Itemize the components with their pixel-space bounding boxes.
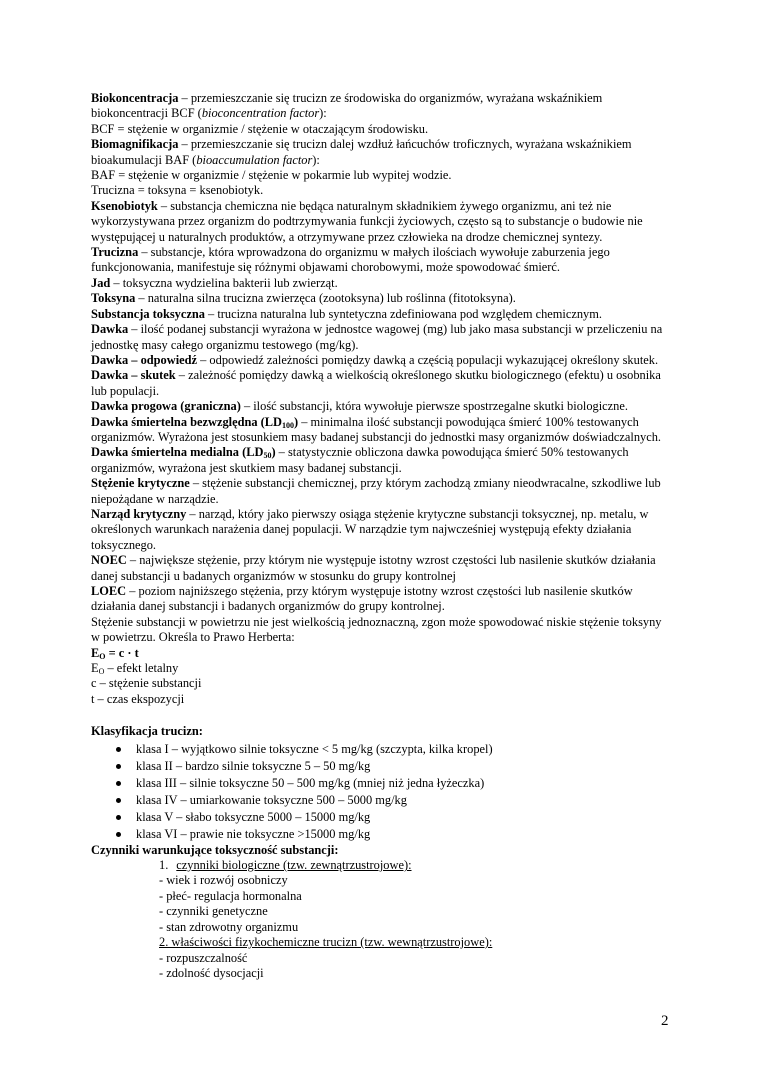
factor-item: - płeć- regulacja hormonalna bbox=[159, 888, 302, 903]
term: $E_O = c \cdot t$ bbox=[91, 645, 139, 661]
definition-text: – poziom najniższego stężenia, przy którym występuje istotny wzrost częstości lub nasilenie skutków działania danej substancji i badanych organizmów do grupy kontrolnej. bbox=[91, 584, 633, 614]
definition-italic: bioaccumulation factor bbox=[196, 152, 313, 167]
factors-group-2-heading: 2. właściwości fizykochemiczne trucizn (tzw. wewnątrzustrojowe): bbox=[159, 935, 493, 950]
term-subscript: O bbox=[99, 651, 106, 661]
definition-paragraph bbox=[91, 615, 671, 646]
definition-paragraph bbox=[91, 399, 671, 414]
definition-paragraph bbox=[91, 415, 671, 446]
classification-title: Klasyfikacja trucizn: bbox=[91, 724, 203, 739]
text-subscript: O bbox=[98, 667, 105, 677]
definition-text: – toksyczna wydzielina bakterii lub zwierząt. bbox=[110, 275, 338, 290]
term: NOEC bbox=[91, 553, 127, 568]
definition-paragraph bbox=[91, 291, 671, 306]
definition-paragraph bbox=[91, 445, 671, 476]
definition-text: – minimalna ilość substancji powodująca śmierć 100% testowanych organizmów. Wyrażona jest stosunkiem masy badanej substancji do jednostki masy organizmów doświadczalnych. bbox=[91, 414, 662, 444]
definition-paragraph bbox=[91, 692, 671, 707]
definition-paragraph bbox=[91, 183, 671, 198]
definition-paragraph bbox=[91, 199, 671, 245]
term: Biomagnifikacja bbox=[91, 137, 179, 152]
factors-group-1-heading: 1. czynniki biologiczne (tzw. zewnątrzustrojowe): bbox=[159, 858, 412, 873]
classification-item-text: klasa I – wyjątkowo silnie toksyczne < 5 mg/kg (szczypta, kilka kropel) bbox=[136, 741, 493, 756]
definition-paragraph bbox=[91, 322, 671, 353]
definition-paragraph bbox=[91, 553, 671, 584]
definition-paragraph bbox=[91, 122, 671, 137]
term: Jad bbox=[91, 275, 111, 290]
definition-text: – zależność pomiędzy dawką a wielkością określonego skutku biologicznego (efektu) u osobnika lub populacji. bbox=[91, 368, 661, 398]
term: Narząd krytyczny bbox=[91, 506, 187, 521]
bullet-icon bbox=[116, 764, 121, 769]
term: Ksenobiotyk bbox=[91, 198, 158, 213]
definition-text: – naturalna silna trucizna zwierzęca (zootoksyna) lub roślinna (fitotoksyna). bbox=[135, 291, 516, 306]
definition-text: – substancja chemiczna nie będąca naturalnym składnikiem żywego organizmu, ani też nie wykorzystywana przez organizm do podtrzymywania funkcji życiowych, często są to substancje o budowie nie występującej u naturalnych produktów, a otrzymywane przez człowieka na drodze chemicznej syntezy. bbox=[91, 198, 643, 244]
definition-text-end: ): bbox=[312, 152, 320, 167]
factor-item: - zdolność dysocjacji bbox=[159, 965, 264, 980]
term-suffix: = c · t bbox=[105, 645, 139, 660]
definition-paragraph bbox=[91, 676, 671, 691]
definition-text: – przemieszczanie się trucizn ze środowiska do organizmów, wyrażana wskaźnikiem biokoncentracji BCF ( bbox=[91, 91, 603, 121]
definition-paragraph bbox=[91, 584, 671, 615]
classification-item bbox=[91, 775, 671, 792]
term-subscript: 50 bbox=[263, 451, 272, 461]
classification-item bbox=[91, 741, 671, 758]
definition-italic: bioconcentration factor bbox=[201, 106, 320, 121]
definition-paragraph bbox=[91, 476, 671, 507]
term: Dawka progowa (graniczna) bbox=[91, 399, 241, 414]
definition-text: E bbox=[91, 661, 99, 676]
definition-text: c – stężenie substancji bbox=[91, 676, 202, 691]
factor-item: - wiek i rozwój osobniczy bbox=[159, 873, 288, 888]
term-subscript: 100 bbox=[282, 420, 295, 430]
definition-text: – stężenie substancji chemicznej, przy którym zachodzą zmiany nieodwracalne, szkodliwe lub niepożądane w narządzie. bbox=[91, 476, 661, 506]
factors-block bbox=[159, 858, 671, 981]
definition-text: t – czas ekspozycji bbox=[91, 691, 185, 706]
factor-item: - rozpuszczalność bbox=[159, 950, 248, 965]
term-suffix: ) bbox=[294, 414, 299, 429]
factors-title: Czynniki warunkujące toksyczność substancji: bbox=[91, 842, 339, 857]
definition-text: – statystycznie obliczona dawka powodująca śmierć 50% testowanych organizmów, wyrażona jest skutkiem masy badanej substancji. bbox=[91, 445, 629, 475]
term: Dawka śmiertelna bezwzględna $(LD_{100})$ bbox=[91, 414, 299, 430]
definition-paragraph bbox=[91, 91, 671, 122]
term: Stężenie krytyczne bbox=[91, 476, 190, 491]
classification-item bbox=[91, 809, 671, 826]
classification-item-text: klasa V – słabo toksyczne 5000 – 15000 mg/kg bbox=[136, 809, 371, 824]
term: Trucizna bbox=[91, 245, 139, 260]
definition-text: – odpowiedź zależności pomiędzy dawką a częścią populacji wykazującej określony skutek. bbox=[197, 352, 659, 367]
definition-paragraph bbox=[91, 507, 671, 553]
classification-item bbox=[91, 758, 671, 775]
factors-group-1-list bbox=[159, 873, 671, 935]
definition-text: BAF = stężenie w organizmie / stężenie w pokarmie lub wypitej wodzie. bbox=[91, 168, 452, 183]
factor-item: - stan zdrowotny organizmu bbox=[159, 919, 299, 934]
bullet-icon bbox=[116, 815, 121, 820]
classification-item-text: klasa VI – prawie nie toksyczne >15000 mg/kg bbox=[136, 826, 371, 841]
document-page bbox=[91, 91, 671, 981]
term: Dawka śmiertelna medialna $(LD_{50})$ bbox=[91, 445, 276, 461]
term: Substancja toksyczna bbox=[91, 306, 205, 321]
bullet-icon bbox=[116, 747, 121, 752]
definition-text: – ilość podanej substancji wyrażona w jednostce wagowej (mg) lub jako masa substancji w przeliczeniu na jednostkę masy całego organizmu testowego (mg/kg). bbox=[91, 322, 663, 352]
factors-group-2-list bbox=[159, 951, 671, 982]
definition-paragraph bbox=[91, 661, 671, 676]
classification-item bbox=[91, 792, 671, 809]
classification-list bbox=[91, 741, 671, 843]
definition-text: Stężenie substancji w powietrzu nie jest wielkością jednoznaczną, zgon może spowodować niskie stężenie toksyny w powietrzu. Określa to Prawo Herberta: bbox=[91, 614, 662, 645]
definition-paragraph bbox=[91, 353, 671, 368]
definition-text: – największe stężenie, przy którym nie występuje istotny wzrost częstości lub nasilenie skutków działania danej substancji u badanych organizmów w stosunku do grupy kontrolnej bbox=[91, 553, 656, 583]
definition-text: – przemieszczanie się trucizn dalej wzdłuż łańcuchów troficznych, wyrażana wskaźnikiem bioakumulacji BAF ( bbox=[91, 137, 632, 167]
definition-text-end: – efekt letalny bbox=[104, 661, 179, 676]
definitions-section bbox=[91, 91, 671, 707]
classification-item-text: klasa IV – umiarkowanie toksyczne 500 – 5000 mg/kg bbox=[136, 792, 407, 807]
definition-paragraph bbox=[91, 276, 671, 291]
definition-text: – narząd, który jako pierwszy osiąga stężenie krytyczne substancji toksycznej, np. metalu, w określonych warunkach narażenia danej populacji. W narządzie tym najwcześniej występują efekty działania toksycznego. bbox=[91, 506, 649, 552]
classification-item-text: klasa III – silnie toksyczne 50 – 500 mg/kg (mniej niż jedna łyżeczka) bbox=[136, 775, 485, 790]
term: Biokoncentracja bbox=[91, 91, 179, 105]
bullet-icon bbox=[116, 798, 121, 803]
definition-paragraph bbox=[91, 245, 671, 276]
definition-text: – trucizna naturalna lub syntetyczna zdefiniowana pod względem chemicznym. bbox=[204, 306, 602, 321]
term: Toksyna bbox=[91, 291, 136, 306]
term: Dawka – skutek bbox=[91, 368, 176, 383]
definition-text-end: ): bbox=[319, 106, 327, 121]
factor-item: - czynniki genetyczne bbox=[159, 904, 268, 919]
term-suffix: ) bbox=[271, 445, 276, 460]
classification-item bbox=[91, 826, 671, 843]
definition-paragraph bbox=[91, 307, 671, 322]
bullet-icon bbox=[116, 781, 121, 786]
definition-text: BCF = stężenie w organizmie / stężenie w otaczającym środowisku. bbox=[91, 121, 429, 136]
classification-item-text: klasa II – bardzo silnie toksyczne 5 – 50 mg/kg bbox=[136, 758, 371, 773]
term: Dawka – odpowiedź bbox=[91, 352, 198, 367]
definition-text: – ilość substancji, która wywołuje pierwsze spostrzegalne skutki biologiczne. bbox=[240, 399, 628, 414]
bullet-icon bbox=[116, 832, 121, 837]
term: LOEC bbox=[91, 584, 127, 598]
definition-text: Trucizna = toksyna = ksenobiotyk. bbox=[91, 183, 264, 198]
page-number: 2 bbox=[661, 1013, 669, 1029]
term: Dawka bbox=[91, 322, 129, 337]
definition-text: – substancje, która wprowadzona do organizmu w małych ilościach wywołuje zaburzenia jego funkcjonowania, manifestuje się różnymi objawami chorobowymi, może spowodować śmierć. bbox=[91, 245, 610, 275]
definition-paragraph bbox=[91, 137, 671, 168]
definition-paragraph bbox=[91, 168, 671, 183]
definition-paragraph bbox=[91, 646, 671, 661]
definition-paragraph bbox=[91, 368, 671, 399]
